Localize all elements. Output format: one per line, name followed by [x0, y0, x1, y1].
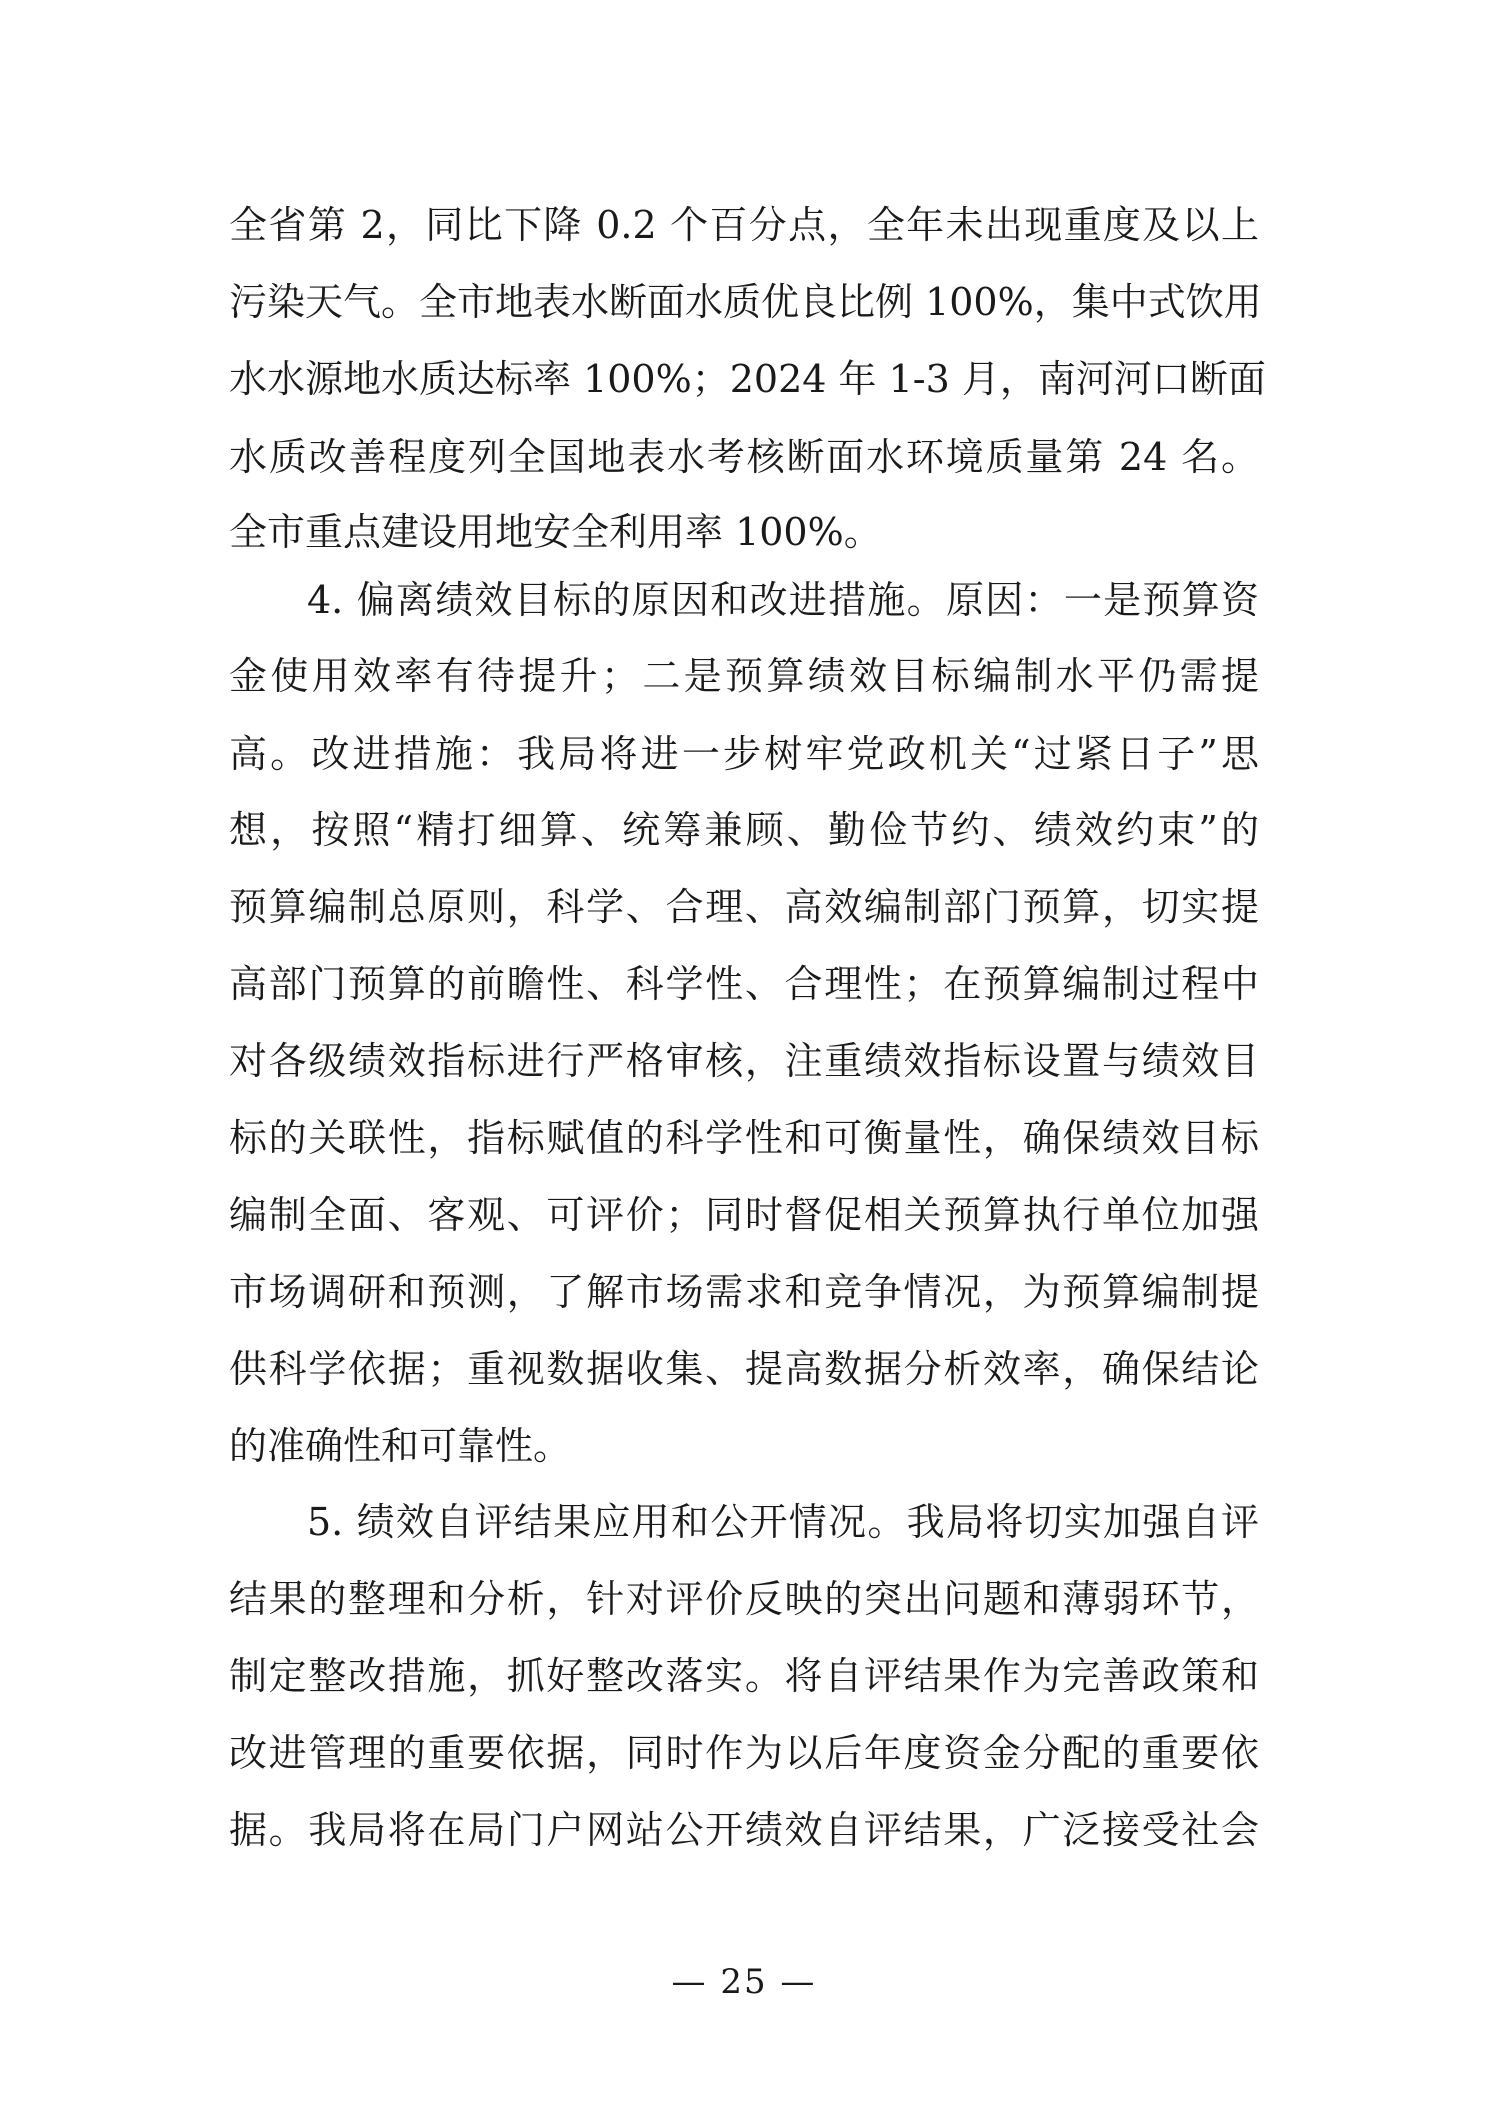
paragraph-heading-line: 4. 偏离绩效目标的原因和改进措施。原因：一是预算资: [307, 578, 1259, 622]
text-line: 对各级绩效指标进行严格审核，注重绩效指标设置与绩效目: [229, 1039, 1259, 1083]
text-line: 标的关联性，指标赋值的科学性和可衡量性，确保绩效目标: [229, 1116, 1259, 1160]
text-line: 预算编制总原则，科学、合理、高效编制部门预算，切实提: [229, 885, 1259, 929]
text-line: 水质改善程度列全国地表水考核断面水环境质量第 24 名。: [229, 435, 1259, 479]
text-line: 市场调研和预测，了解市场需求和竞争情况，为预算编制提: [229, 1270, 1259, 1314]
text-line: 金使用效率有待提升；二是预算绩效目标编制水平仍需提: [229, 654, 1259, 698]
text-line: 高。改进措施：我局将进一步树牢党政机关“过紧日子”思: [229, 732, 1259, 776]
text-line: 水水源地水质达标率 100%；2024 年 1-3 月，南河河口断面: [229, 357, 1266, 401]
text-line: 据。我局将在局门户网站公开绩效自评结果，广泛接受社会: [229, 1808, 1259, 1852]
text-line: 全市重点建设用地安全利用率 100%。: [229, 510, 882, 554]
text-line: 想，按照“精打细算、统筹兼顾、勤俭节约、绩效约束”的: [229, 808, 1259, 852]
text-line: 改进管理的重要依据，同时作为以后年度资金分配的重要依: [229, 1731, 1259, 1775]
text-line: 供科学依据；重视数据收集、提高数据分析效率，确保结论: [229, 1347, 1259, 1391]
text-line: 编制全面、客观、可评价；同时督促相关预算执行单位加强: [229, 1193, 1259, 1237]
text-line: 制定整改措施，抓好整改落实。将自评结果作为完善政策和: [229, 1654, 1259, 1698]
text-line: 全省第 2，同比下降 0.2 个百分点，全年未出现重度及以上: [229, 203, 1259, 247]
text-line: 污染天气。全市地表水断面水质优良比例 100%，集中式饮用: [229, 280, 1262, 324]
text-line: 高部门预算的前瞻性、科学性、合理性；在预算编制过程中: [229, 962, 1259, 1006]
paragraph-heading-line: 5. 绩效自评结果应用和公开情况。我局将切实加强自评: [307, 1500, 1259, 1544]
text-line: 结果的整理和分析，针对评价反映的突出问题和薄弱环节，: [229, 1577, 1259, 1621]
page-number: — 25 —: [671, 1962, 817, 2002]
text-line: 的准确性和可靠性。: [229, 1424, 572, 1468]
